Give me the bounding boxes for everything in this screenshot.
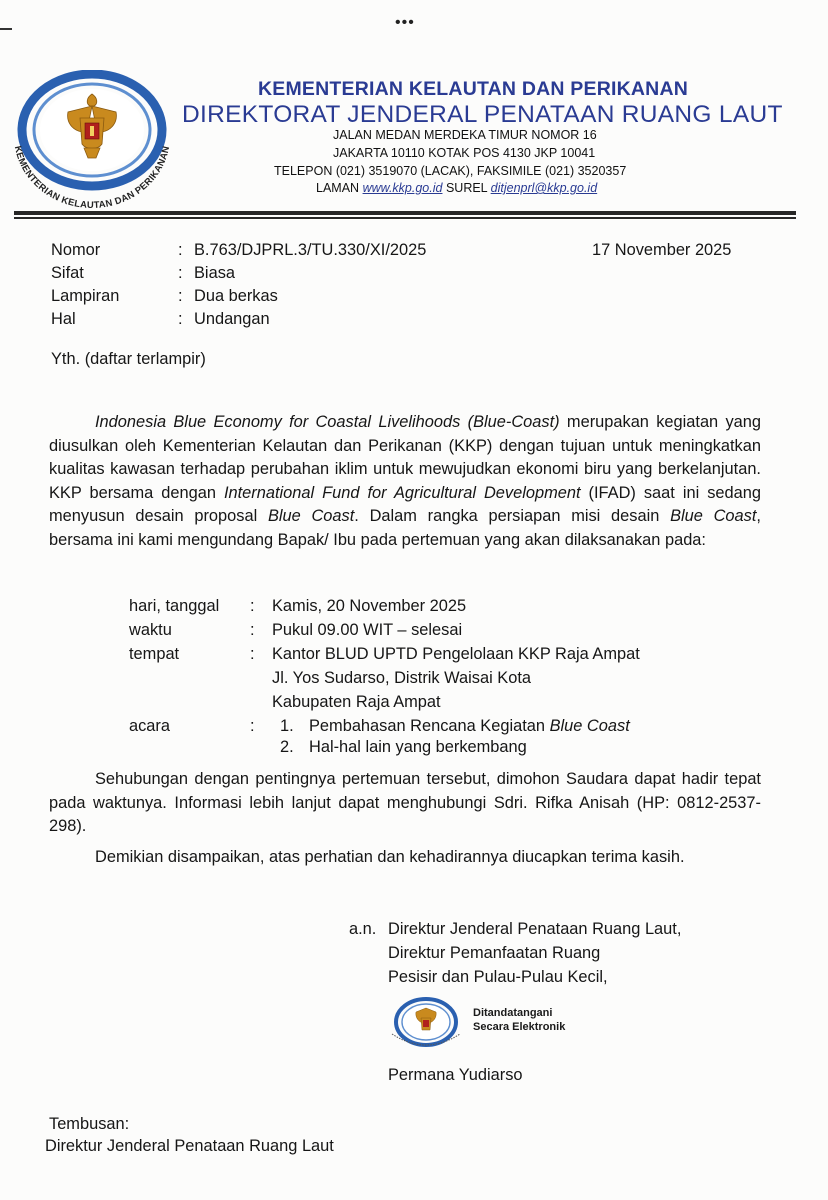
recipient: Yth. (daftar terlampir) <box>51 350 206 368</box>
letter-date: 17 November 2025 <box>592 241 732 259</box>
letterhead-rule-thick <box>14 211 796 215</box>
email-label: SUREL <box>445 181 488 195</box>
acara-item-1-text: Pembahasan Rencana Kegiatan <box>309 717 546 735</box>
signature-line-2: Direktur Pemanfaatan Ruang <box>388 944 601 962</box>
address-line-1: JALAN MEDAN MERDEKA TIMUR NOMOR 16 <box>333 128 597 142</box>
web-line <box>316 181 597 195</box>
p1-italic-2: International Fund for Agricultural Development <box>223 483 581 502</box>
sifat-label: Sifat <box>51 264 84 282</box>
letterhead-rule-thin <box>14 217 796 219</box>
p1-text-2: (IFAD) saat ini sedang menyusun desain proposal <box>49 483 761 526</box>
cc-label: Tembusan: <box>49 1115 130 1133</box>
acara-item-1-number: 1. <box>280 717 294 735</box>
p1-text-1: merupakan kegiatan yang diusulkan oleh Kementerian Kelautan dan Perikanan (KKP) dengan tujuan untuk meningkatkan kualitas kawasan terhadap perubahan iklim untuk mewujudkan ekonomi biru yang berkelanjutan. KKP bersama dengan <box>49 413 762 502</box>
website-link[interactable]: www.kkp.go.id <box>362 181 443 195</box>
web-label: LAMAN <box>316 181 360 195</box>
top-mark: ••• <box>395 14 415 31</box>
p1-italic-4: Blue Coast <box>670 507 757 526</box>
acara-label: acara <box>129 717 171 735</box>
p1-italic-3: Blue Coast <box>267 507 355 526</box>
esign-line-1: Ditandatangani <box>473 1007 553 1019</box>
hal-label: Hal <box>51 310 76 328</box>
nomor-label: Nomor <box>51 241 101 259</box>
cc-item: Direktur Jenderal Penataan Ruang Laut <box>45 1137 334 1155</box>
lampiran-label: Lampiran <box>51 287 120 305</box>
body-paragraph-2: Sehubungan dengan pentingnya pertemuan tersebut, dimohon Saudara dapat hadir tepat pada waktunya. Informasi lebih lanjut dapat menghubungi Sdri. Rifka Anisah (HP: 0812-2537-298). <box>49 770 761 836</box>
lampiran-colon: : <box>178 287 183 305</box>
acara-item-1-italic: Blue Coast <box>549 717 630 735</box>
signature-line-1: Direktur Jenderal Penataan Ruang Laut, <box>388 920 682 938</box>
ministry-seal-icon <box>8 70 176 220</box>
sifat-value: Biasa <box>194 264 236 282</box>
phone-line: TELEPON (021) 3519070 (LACAK), FAKSIMILE (021) 3520357 <box>274 164 627 178</box>
nomor-colon: : <box>178 241 183 259</box>
acara-item-2-number: 2. <box>280 738 294 756</box>
signature-an: a.n. <box>349 920 377 938</box>
p1-text-3: . Dalam rangka persiapan misi desain <box>354 507 660 526</box>
signature-line-3: Pesisir dan Pulau-Pulau Kecil, <box>388 968 608 986</box>
esign-line-2: Secara Elektronik <box>473 1021 566 1033</box>
p1-text-4: , bersama ini kami mengundang Bapak/ Ibu pada pertemuan yang akan dilaksanakan pada: <box>49 507 761 549</box>
lampiran-value: Dua berkas <box>194 287 278 305</box>
waktu-colon: : <box>250 621 255 639</box>
email-link[interactable]: ditjenprl@kkp.go.id <box>490 181 598 195</box>
hal-value: Undangan <box>194 310 270 328</box>
sifat-colon: : <box>178 264 183 282</box>
acara-item-2: Hal-hal lain yang berkembang <box>309 738 527 756</box>
address-line-2: JAKARTA 10110 KOTAK POS 4130 JKP 10041 <box>333 146 596 160</box>
scan-speck <box>0 28 12 30</box>
electronic-signature-seal-icon <box>384 996 464 1054</box>
tempat-colon: : <box>250 645 255 663</box>
hal-colon: : <box>178 310 183 328</box>
waktu-label: waktu <box>129 621 172 639</box>
acara-item-1 <box>309 717 630 736</box>
seal-text: KEMENTERIAN KELAUTAN DAN PERIKANAN <box>12 144 172 211</box>
waktu-value: Pukul 09.00 WIT – selesai <box>272 621 463 639</box>
tempat-line-1: Kantor BLUD UPTD Pengelolaan KKP Raja Ampat <box>272 645 640 663</box>
acara-colon: : <box>250 717 255 735</box>
hari-label: hari, tanggal <box>129 597 220 615</box>
nomor-value: B.763/DJPRL.3/TU.330/XI/2025 <box>194 241 427 259</box>
ministry-name: KEMENTERIAN KELAUTAN DAN PERIKANAN <box>258 78 689 100</box>
hari-value: Kamis, 20 November 2025 <box>272 597 467 615</box>
hari-colon: : <box>250 597 255 615</box>
p1-italic-1: Indonesia Blue Economy for Coastal Livelihoods (Blue-Coast) <box>95 413 560 431</box>
tempat-line-2: Jl. Yos Sudarso, Distrik Waisai Kota <box>272 669 532 687</box>
tempat-line-3: Kabupaten Raja Ampat <box>272 693 441 711</box>
body-paragraph-1 <box>49 411 761 553</box>
body-paragraph-3: Demikian disampaikan, atas perhatian dan kehadirannya diucapkan terima kasih. <box>95 848 685 866</box>
tempat-label: tempat <box>129 645 180 663</box>
directorate-name: DIREKTORAT JENDERAL PENATAAN RUANG LAUT <box>182 101 783 128</box>
signatory-name: Permana Yudiarso <box>388 1066 523 1084</box>
